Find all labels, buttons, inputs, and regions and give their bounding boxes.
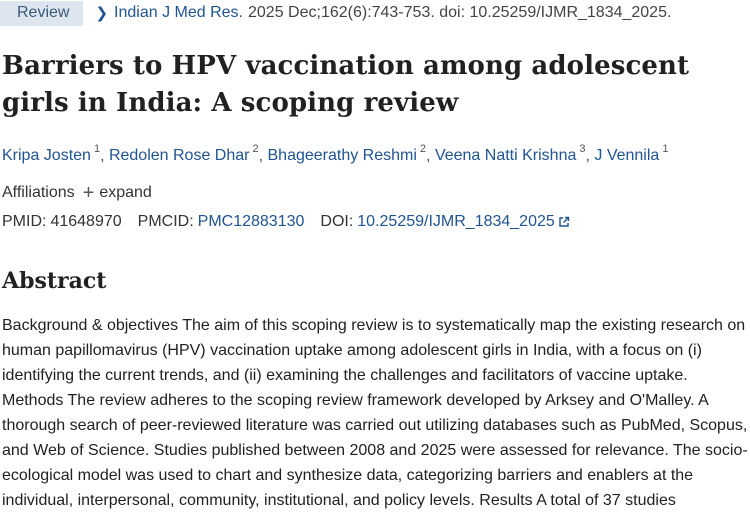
author-separator: ,: [258, 147, 268, 165]
pmcid-label: PMCID:: [137, 213, 194, 230]
author-item: [108, 143, 259, 165]
pmcid-link[interactable]: PMC12883130: [197, 213, 305, 230]
chevron-right-icon: ❯: [95, 5, 109, 22]
affiliation-number[interactable]: 1: [662, 143, 669, 155]
citation-bar: [0, 0, 671, 26]
doi-label: DOI:: [320, 213, 354, 230]
affiliation-number[interactable]: 2: [419, 143, 427, 155]
author-item: [594, 143, 669, 165]
identifiers-row: [2, 213, 570, 231]
journal-link[interactable]: Indian J Med Res.: [114, 4, 243, 21]
abstract-heading: Abstract: [2, 268, 107, 294]
affiliation-number[interactable]: 2: [252, 143, 259, 155]
citation-details: 2025 Dec;162(6):743-753. doi: 10.25259/IJMR_1834_2025.: [248, 4, 672, 21]
author-separator: ,: [585, 147, 595, 165]
authors-list: [2, 145, 668, 165]
author-link[interactable]: J Vennila: [594, 147, 660, 165]
expand-affiliations-button[interactable]: expand: [99, 184, 152, 201]
article-title: Barriers to HPV vaccination among adolescent girls in India: A scoping review: [2, 51, 690, 118]
affiliation-number[interactable]: 1: [93, 143, 101, 155]
pmid-label: PMID:: [2, 213, 47, 230]
author-link[interactable]: Redolen Rose Dhar: [108, 147, 250, 165]
affiliations-label: Affiliations: [2, 184, 75, 201]
author-item: [2, 143, 101, 165]
author-item: [267, 143, 427, 165]
author-separator: ,: [426, 147, 435, 165]
author-link[interactable]: Veena Natti Krishna: [434, 147, 577, 165]
abstract-text: Background & objectives The aim of this scoping review is to systematically map the existing research on human papillomavirus (HPV) vaccination uptake among adolescent girls in India, with a focus on (i) identifying the current trends, and (ii) examining the challenges and facilitators of vaccine uptake. Methods The review adheres to the scoping review framework developed by Arksey and O'Malley. A thorough search of peer-reviewed literature was carried out utilizing databases such as PubMed, Scopus, and Web of Science. Studies published between 2008 and 2025 were assessed for relevance. The socio-ecological model was used to chart and synthesize data, categorizing barriers and enablers at the individual, interpersonal, community, institutional, and policy levels. Results A total of 37 studies: [2, 317, 748, 509]
doi-link[interactable]: 10.25259/IJMR_1834_2025: [357, 213, 555, 230]
affiliation-number[interactable]: 3: [579, 143, 586, 155]
plus-icon[interactable]: +: [82, 182, 95, 204]
author-link[interactable]: Bhageerathy Reshmi: [267, 147, 417, 165]
publication-type-badge: Review: [0, 1, 83, 26]
affiliations-row: [2, 184, 152, 202]
pmid-value: 41648970: [50, 213, 122, 230]
author-link[interactable]: Kripa Josten: [2, 147, 91, 165]
author-item: [434, 143, 586, 165]
external-link-icon[interactable]: [558, 216, 570, 228]
author-separator: ,: [100, 147, 109, 165]
